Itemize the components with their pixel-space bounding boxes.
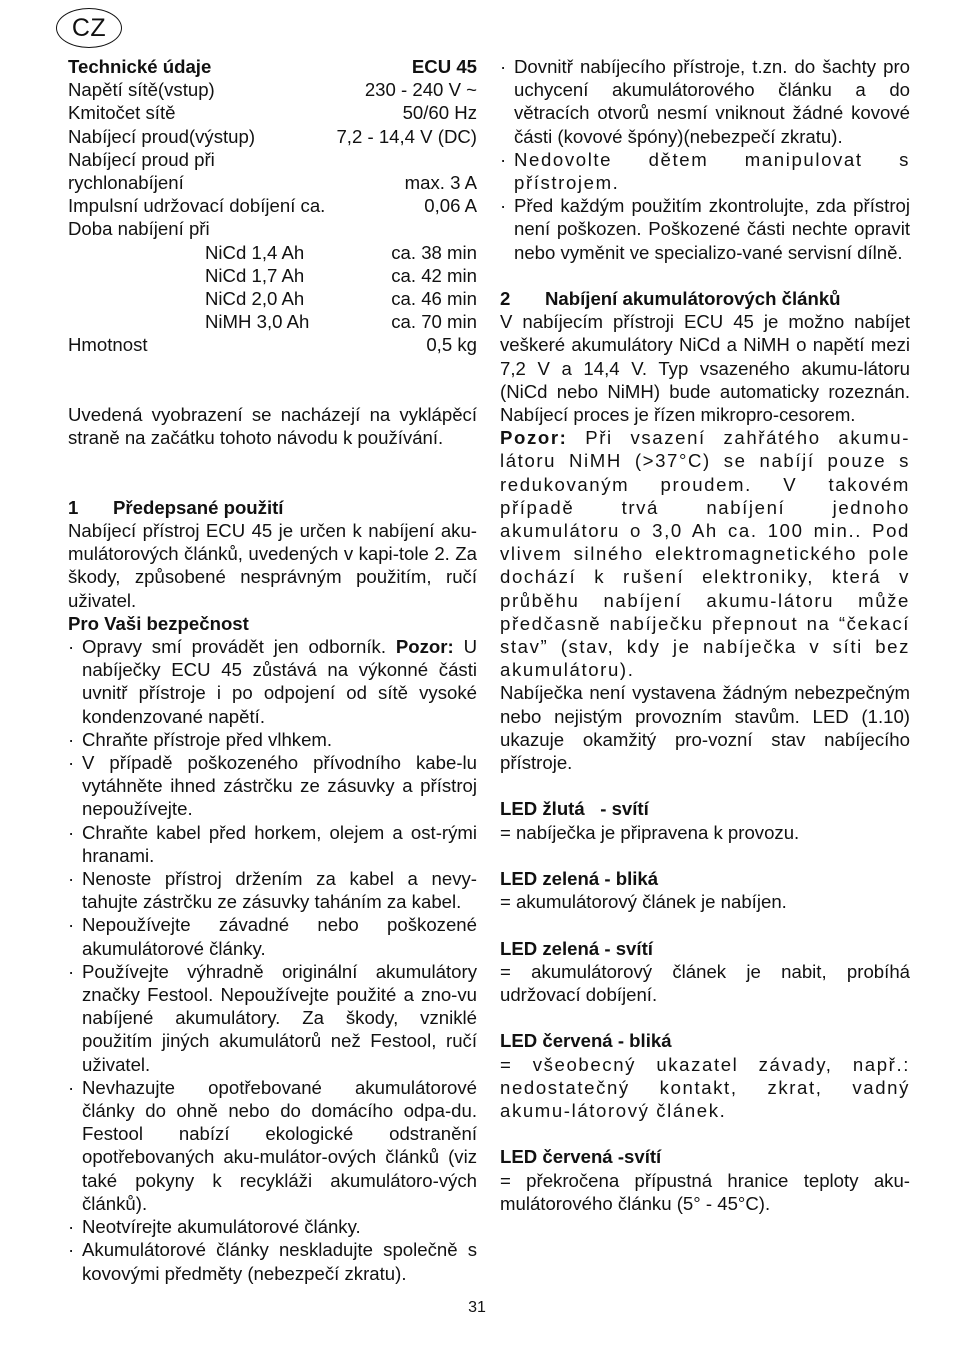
led-description: = akumulátorový článek je nabit, probíhá udržovací dobíjení.: [500, 960, 910, 1006]
charge-time-row: [68, 264, 477, 287]
spec-value: 50/60 Hz: [402, 102, 477, 124]
led-description: = překročena přípustná hranice teploty aku-mulátorového článku (5° - 45°C).: [500, 1169, 910, 1214]
charging-warning: Pozor: Při vsazení zahřátého akumu-látoru NiMH (>37°C) se nabíjí pouze s redukovaným proudem. V takovém případě trvá nabíjení jednoho akumulátoru o 3,0 Ah ca. 100 min.. Pod vlivem silného elektromagnetického pole dochází k rušení elektroniky, která v průběhu nabíjení akumu-látoru může předčasně nabíječku přepnout na “čekací stav” (stav, kdy je nabíječka v síti bez akumulátoru).: [500, 427, 910, 681]
led-title: LED červená - bliká: [500, 1030, 672, 1052]
led-title: LED zelená - svítí: [500, 937, 653, 959]
list-item: · Používejte výhradně originální akumulátory značky Festool. Nepoužívejte použité a zno-vu nabíjené akumulátory. Za škody, vzniklé použitím jiných akumulátorů než Festool, ručí uživatel.: [68, 960, 477, 1076]
spec-value: 230 - 240 V ~: [364, 79, 477, 101]
spec-row: [68, 78, 477, 101]
section-title: Nabíjení akumulátorových článků: [545, 288, 841, 310]
charge-time-row: [68, 241, 477, 264]
led-description: = akumulátorový článek je nabíjen.: [500, 891, 787, 913]
list-item: · Chraňte přístroje před vlhkem.: [68, 728, 477, 751]
charge-time: ca. 42 min: [391, 264, 477, 286]
language-badge: CZ: [56, 8, 122, 48]
battery-type: NiCd 1,4 Ah: [205, 241, 305, 263]
list-item: · Před každým použitím zkontrolujte, zda přístroj není poškozen. Poškozené části nechte opravit nebo vyměnit ve specializo-vané servisní dílně.: [500, 194, 910, 264]
spec-label: Napětí sítě(vstup): [68, 79, 215, 101]
spec-row: [68, 194, 477, 217]
list-item: · Nepoužívejte závadné nebo poškozené akumulátorové články.: [68, 913, 477, 959]
page-number: 31: [468, 1299, 486, 1316]
section-heading: [68, 496, 477, 519]
spec-label: Nabíjecí proud při: [68, 148, 215, 170]
tech-data-model: ECU 45: [411, 56, 477, 77]
list-item: · Chraňte kabel před horkem, olejem a ost-rými hranami.: [68, 821, 477, 867]
list-item: · Dovnitř nabíjecího přístroje, t.zn. do šachty pro uchycení akumulátorového článku a do větracích otvorů nesmí vniknout žádné kovové části (kovové špóny)(nebezpečí zkratu).: [500, 55, 910, 148]
section-number: 1: [68, 496, 79, 518]
spec-label: Nabíjecí proud(výstup): [68, 125, 256, 147]
safety-list-continued: [500, 55, 910, 264]
charge-time-row: [68, 287, 477, 310]
right-column: [500, 55, 910, 1215]
weight-label: Hmotnost: [68, 334, 148, 356]
led-description: = všeobecný ukazatel závady, např.: nedostatečný kontakt, zkrat, vadný akumu-látorový článek.: [500, 1053, 910, 1122]
warning-label: Pozor:: [500, 427, 568, 449]
spec-value: max. 3 A: [404, 172, 477, 194]
led-title: LED zelená - bliká: [500, 868, 659, 890]
battery-type: NiCd 1,7 Ah: [205, 264, 305, 286]
safety-heading: Pro Vaši bezpečnost: [68, 612, 249, 634]
spec-row: [68, 171, 477, 194]
charge-time: ca. 46 min: [391, 288, 477, 310]
battery-type: NiCd 2,0 Ah: [205, 288, 305, 310]
list-item: · Neotvírejte akumulátorové články.: [68, 1215, 477, 1238]
charge-time: ca. 70 min: [391, 311, 477, 333]
weight-row: [68, 333, 477, 356]
charge-time-row: [68, 310, 477, 333]
weight-value: 0,5 kg: [426, 334, 477, 356]
tech-data-heading: [68, 55, 477, 78]
section-heading: [500, 287, 910, 310]
spec-row: [68, 125, 477, 148]
tech-data-title: Technické údaje: [68, 56, 212, 77]
charging-status-text: Nabíječka není vystavena žádným nebezpečným nebo nejistým provozním stavům. LED (1.10) ukazuje okamžitý pro-vozní stav nabíjecího přístroje.: [500, 682, 910, 774]
spec-label: Kmitočet sítě: [68, 102, 176, 124]
led-description: = nabíječka je připravena k provozu.: [500, 821, 800, 843]
left-column: [68, 55, 477, 1285]
list-item: · V případě poškozeného přívodního kabe-lu vytáhněte ihned zástrčku ze zásuvky a přístroj nepoužívejte.: [68, 751, 477, 821]
list-item: · Opravy smí provádět jen odborník. Pozor: U nabíječky ECU 45 zůstává na výkonné části uvnitř přístroje i po odpojení od sítě vysoké kondenzované napětí.: [68, 635, 477, 728]
list-item: · Nedovolte dětem manipulovat s přístrojem.: [500, 148, 910, 194]
safety-list: [68, 635, 477, 1285]
intended-use-text: Nabíjecí přístroj ECU 45 je určen k nabíjení aku-mulátorových článků, uvedených v kapi-tole 2. Za škody, způsobené nesprávným použitím, ručí uživatel.: [68, 520, 477, 611]
illustration-note: Uvedená vyobrazení se nacházejí na vyklápěcí straně na začátku tohoto návodu k používání.: [68, 404, 477, 449]
charge-time-label: Doba nabíjení při: [68, 218, 210, 240]
list-item: · Akumulátorové články neskladujte společně s kovovými předměty (nebezpečí zkratu).: [68, 1238, 477, 1284]
battery-type: NiMH 3,0 Ah: [205, 311, 310, 333]
spec-label: Impulsní udržovací dobíjení ca.: [68, 195, 326, 217]
spec-row: [68, 148, 477, 171]
section-number: 2: [500, 288, 511, 310]
charging-text: V nabíjecím přístroji ECU 45 je možno nabíjet veškeré akumulátory NiCd a NiMH o napětí mezi 7,2 V a 14,4 V. Typ vsazeného akumu-látoru (NiCd nebo NiMH) bude automaticky rozeznán. Nabíjecí proces je řízen mikropro-cesorem.: [500, 311, 910, 426]
list-item: · Nevhazujte opotřebované akumulátorové články do ohně nebo do domácího odpa-du. Festool nabízí ekologické odstranění opotřebovaných aku-mulátor-ových článků (viz také pokyny k recykláži akumulátoro-vých článků).: [68, 1076, 477, 1215]
section-title: Předepsané použití: [113, 496, 284, 518]
spec-label: rychlonabíjení: [68, 172, 184, 194]
spec-value: 0,06 A: [424, 195, 477, 217]
charge-time: ca. 38 min: [391, 241, 477, 263]
list-item: · Nenoste přístroj držením za kabel a nevy-tahujte zástrčku ze zásuvky taháním za kabel.: [68, 867, 477, 913]
spec-value: 7,2 - 14,4 V (DC): [336, 125, 477, 147]
led-title: LED červená -svítí: [500, 1146, 662, 1168]
led-title: LED žlutá - svítí: [500, 798, 649, 820]
spec-row: [68, 101, 477, 124]
